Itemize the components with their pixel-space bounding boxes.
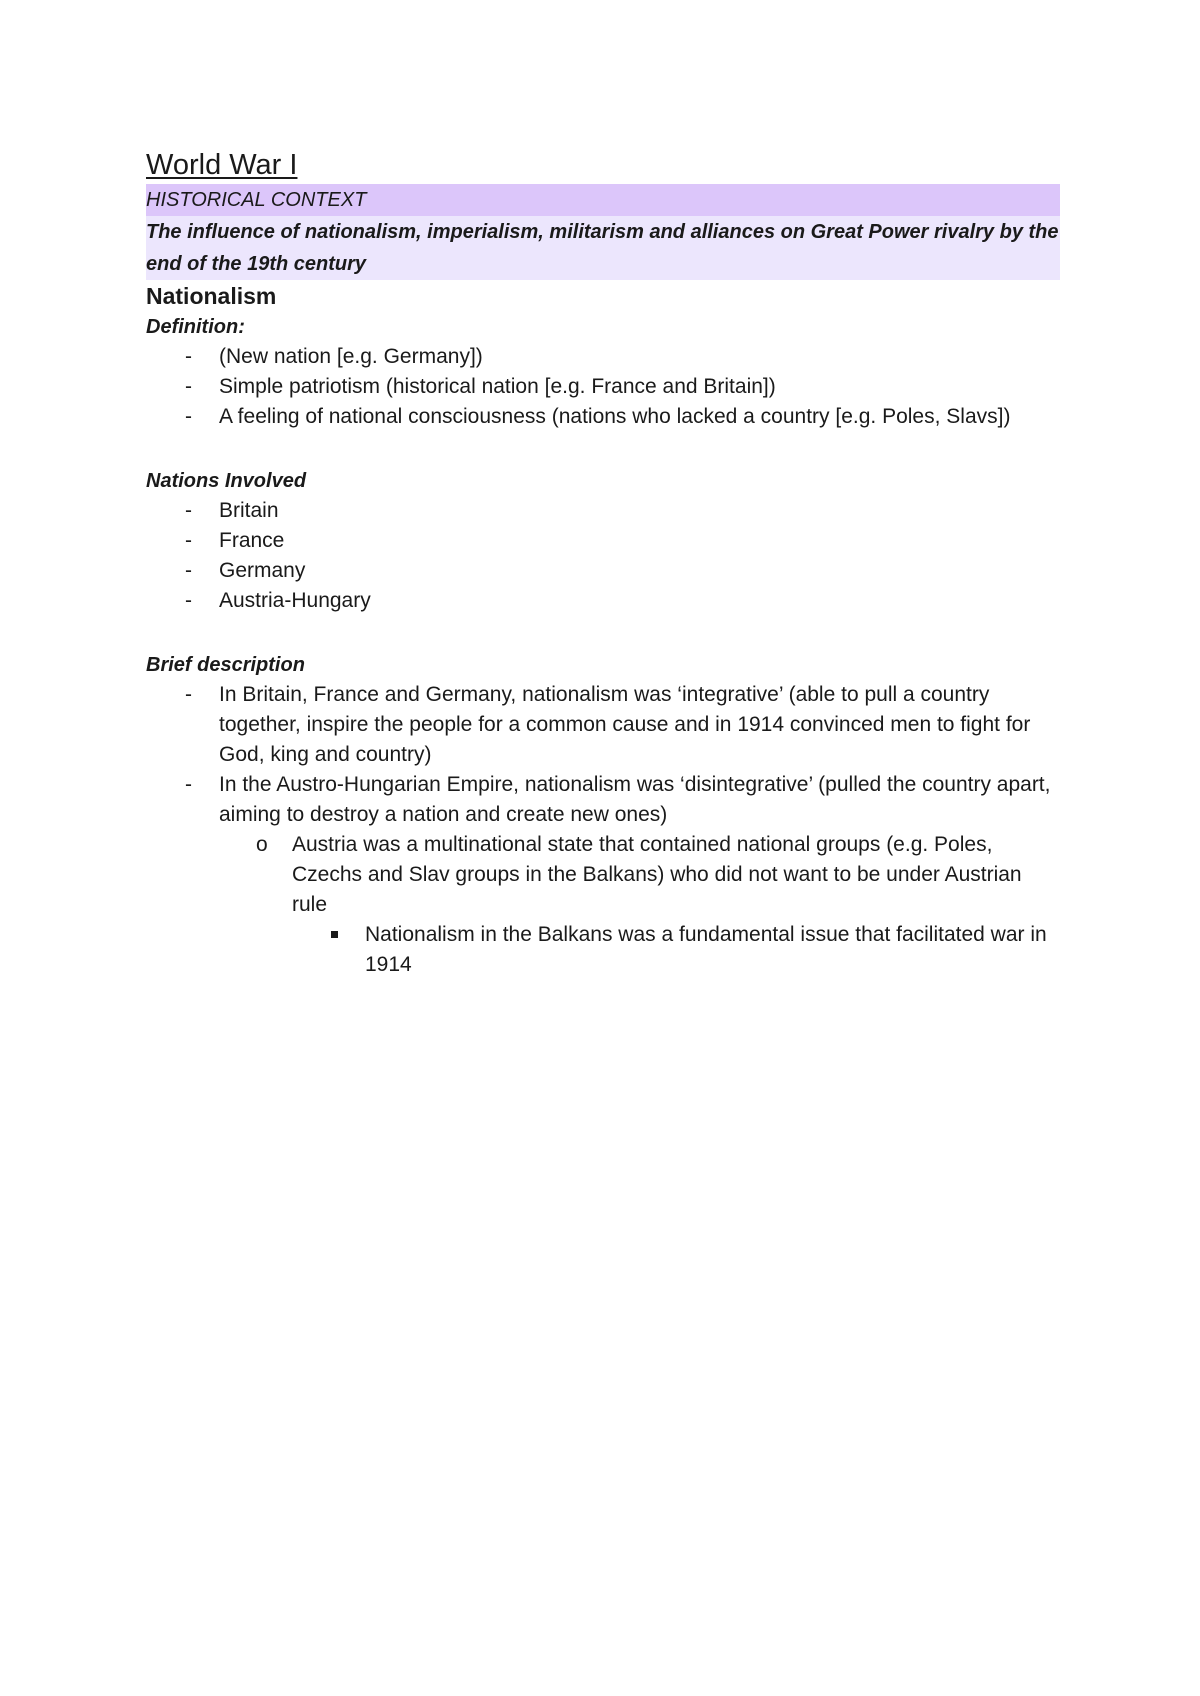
sub-list xyxy=(219,830,1060,980)
square-bullet-icon xyxy=(331,931,338,938)
sub-list-item: o Austria was a multinational state that contained national groups (e.g. Poles, Czechs and Slav groups in the Balkans) who did not want to be under Austrian rule Nationalism in the Balkans was a fundamental issue that facilitated war in 1914 xyxy=(146,830,1060,980)
definition-list xyxy=(146,342,1060,432)
dash-bullet: - xyxy=(185,405,192,428)
list-item: - France xyxy=(146,526,1060,556)
document-title: World War I xyxy=(146,149,298,181)
nations-label: Nations Involved xyxy=(146,470,307,492)
document-page xyxy=(146,146,1060,980)
definition-label: Definition: xyxy=(146,316,245,338)
sub-sub-list-item: Nationalism in the Balkans was a fundamental issue that facilitated war in 1914 xyxy=(146,920,1060,980)
dash-bullet: - xyxy=(185,345,192,368)
dash-bullet: - xyxy=(185,559,192,582)
list-item: - A feeling of national consciousness (nations who lacked a country [e.g. Poles, Slavs]) xyxy=(146,402,1060,432)
nations-list xyxy=(146,496,1060,616)
list-item: - Germany xyxy=(146,556,1060,586)
list-item: - Britain xyxy=(146,496,1060,526)
dash-bullet: - xyxy=(185,683,192,706)
dash-bullet: - xyxy=(185,529,192,552)
dash-bullet: - xyxy=(185,773,192,796)
section-title: Nationalism xyxy=(146,283,277,309)
circle-bullet: o xyxy=(256,833,268,856)
list-item: - Austria-Hungary xyxy=(146,586,1060,616)
brief-description-label: Brief description xyxy=(146,654,305,676)
list-item: - In the Austro-Hungarian Empire, nationalism was ‘disintegrative’ (pulled the country apart, aiming to destroy a nation and create new ones) o Austria was a multinational state that contained national groups (e.g. Poles, Czechs and Slav groups in the Balkans) who did not want to be under Austrian rule Nationalism in the Balkans was a fundamental issue that facilitated war in 1914 xyxy=(146,770,1060,980)
list-item: - In Britain, France and Germany, nationalism was ‘integrative’ (able to pull a country together, inspire the people for a common cause and in 1914 convinced men to fight for God, king and country) xyxy=(146,680,1060,770)
brief-description-list xyxy=(146,680,1060,980)
list-item: - (New nation [e.g. Germany]) xyxy=(146,342,1060,372)
list-item: - Simple patriotism (historical nation [e.g. France and Britain]) xyxy=(146,372,1060,402)
dash-bullet: - xyxy=(185,589,192,612)
dash-bullet: - xyxy=(185,499,192,522)
sub-sub-list xyxy=(292,920,1060,980)
context-label: HISTORICAL CONTEXT xyxy=(146,184,1060,216)
dash-bullet: - xyxy=(185,375,192,398)
context-heading: The influence of nationalism, imperialism, militarism and alliances on Great Power rivalry by the end of the 19th century xyxy=(146,216,1060,280)
